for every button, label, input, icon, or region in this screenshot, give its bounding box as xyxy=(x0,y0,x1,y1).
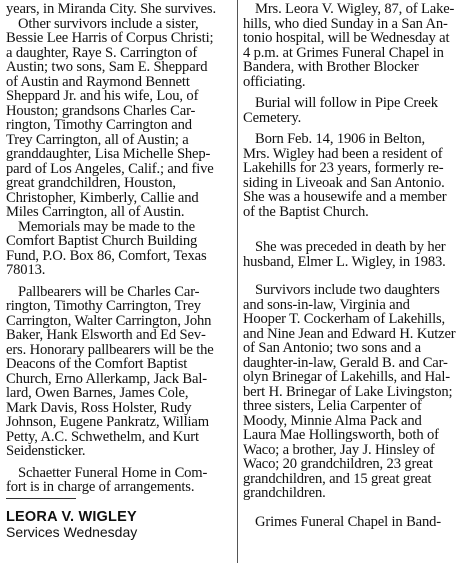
text-line: a daughter, Raye S. Carrington of xyxy=(6,44,198,61)
text-line: Deacons of the Comfort Baptist xyxy=(6,356,188,372)
text-line: of Austin and Raymond Bennett xyxy=(6,73,190,90)
text-line: years, in Miranda City. She survives. xyxy=(6,1,216,17)
text-line: Survivors include two daughters xyxy=(255,282,440,298)
text-line: Sheppard Jr. and his wife, Lou, of xyxy=(6,88,199,104)
text-line: Moody, Minnie Alma Pack and xyxy=(243,412,422,429)
text-line: Trey Carrington, all of Austin; a xyxy=(6,131,189,148)
survivors-paragraph xyxy=(243,283,468,501)
text-line: Other survivors include a sister, xyxy=(18,15,199,32)
separator-rule xyxy=(6,498,76,499)
text-line: and Nine Jean and Edward H. Kutzer xyxy=(243,325,456,342)
right-column xyxy=(243,2,468,529)
text-line: hills, who died Sunday in a San An- xyxy=(243,15,448,32)
text-line: Mrs. Wigley had been a resident of xyxy=(243,145,443,162)
burial-paragraph xyxy=(243,96,468,125)
text-line: Houston; grandsons Charles Car- xyxy=(6,102,196,119)
text-line: Miles Carrington, all of Austin. xyxy=(6,204,185,220)
text-line: Comfort Baptist Church Building xyxy=(6,233,198,249)
text-line: Christopher, Kimberly, Callie and xyxy=(6,189,199,206)
text-line: of the Baptist Church. xyxy=(243,203,369,220)
text-line: siding in Liveoak and San Antonio. xyxy=(243,174,445,191)
text-line: Hooper T. Cockerham of Lakehills, xyxy=(243,311,446,327)
paragraph-gap xyxy=(243,269,468,283)
column-divider xyxy=(237,0,238,563)
text-line: fort is in charge of arrangements. xyxy=(6,479,195,495)
text-line: Burial will follow in Pipe Creek xyxy=(255,95,438,111)
text-line: ers. Honorary pallbearers will be the xyxy=(6,341,214,358)
left-column xyxy=(6,2,232,540)
text-line: pard of Los Angeles, Calif.; and five xyxy=(6,160,214,177)
announcement-paragraph xyxy=(243,2,468,89)
text-line: and sons-in-law, Virginia and xyxy=(243,296,410,313)
text-line: bert H. Brinegar of Lake Livingston; xyxy=(243,383,453,400)
text-line: Born Feb. 14, 1906 in Belton, xyxy=(255,131,425,147)
text-line: Schaetter Funeral Home in Com- xyxy=(18,464,208,481)
text-line: daughter-in-law, Gerald B. and Car- xyxy=(243,354,448,371)
text-line: rington, Timothy Carrington, Trey xyxy=(6,298,201,314)
pallbearers-paragraph xyxy=(6,285,232,459)
text-line: She was preceded in death by her xyxy=(255,239,446,255)
text-line: Church, Erno Allerkamp, Jack Bal- xyxy=(6,370,207,387)
text-line: tonio hospital, will be Wednesday at xyxy=(243,30,450,46)
text-line: lard, Owen Barnes, James Cole, xyxy=(6,385,189,401)
text-line: rington, Timothy Carrington and xyxy=(6,117,192,133)
text-line: grandchildren, and 15 great great xyxy=(243,470,432,487)
obituary-subhead: Services Wednesday xyxy=(6,523,138,540)
text-line: Cemetery. xyxy=(243,109,302,126)
text-line: Fund, P.O. Box 86, Comfort, Texas xyxy=(6,247,207,264)
text-line: Pallbearers will be Charles Car- xyxy=(18,283,200,300)
survivors-paragraph xyxy=(6,2,232,220)
text-line: Bandera, with Brother Blocker xyxy=(243,59,419,75)
biography-paragraph xyxy=(243,132,468,219)
text-line: 78013. xyxy=(6,262,46,278)
paragraph-gap xyxy=(243,501,468,515)
text-line: Baker, Hank Elsworth and Ed Sev- xyxy=(6,327,206,343)
text-line: Mrs. Leora V. Wigley, 87, of Lake- xyxy=(255,1,455,17)
text-line: granddaughter, Lisa Michelle Shep- xyxy=(6,146,211,162)
preceded-paragraph xyxy=(243,240,468,269)
text-line: great grandchildren, Houston, xyxy=(6,175,176,191)
text-line: Laura Mae Hollingsworth, both of xyxy=(243,427,439,443)
obituary-headline: LEORA V. WIGLEY xyxy=(6,508,137,525)
text-line: Memorials may be made to the xyxy=(18,218,195,235)
text-line: grandchildren. xyxy=(243,485,326,501)
text-line: Waco; 20 grandchildren, 23 great xyxy=(243,456,433,472)
memorials-paragraph xyxy=(6,220,232,278)
text-line: husband, Elmer L. Wigley, in 1983. xyxy=(243,253,446,270)
text-line: of San Antonio; two sons and a xyxy=(243,340,421,356)
funeral-home-paragraph xyxy=(6,466,232,495)
text-line: Bessie Lee Harris of Corpus Christi; xyxy=(6,30,214,46)
text-line: officiating. xyxy=(243,73,306,90)
text-line: Austin; two sons, Sam E. Sheppard xyxy=(6,59,208,75)
footer-text-line: Grimes Funeral Chapel in Band- xyxy=(255,513,441,530)
text-line: Seidensticker. xyxy=(6,443,86,459)
text-line: three sisters, Lelia Carpenter of xyxy=(243,398,422,414)
text-line: Waco; a brother, Jay J. Hinsley of xyxy=(243,441,435,458)
text-line: Carrington, Walter Carrington, John xyxy=(6,312,212,329)
text-line: Johnson, Eugene Pankratz, William xyxy=(6,414,209,430)
paragraph-gap xyxy=(243,219,468,233)
text-line: Mark Davis, Ross Holster, Rudy xyxy=(6,399,192,416)
text-line: She was a housewife and a member xyxy=(243,189,447,205)
text-line: Petty, A.C. Schwethelm, and Kurt xyxy=(6,428,199,445)
text-line: 4 p.m. at Grimes Funeral Chapel in xyxy=(243,44,444,61)
text-line: Lakehills for 23 years, formerly re- xyxy=(243,160,444,176)
text-line: olyn Brinegar of Lakehills, and Hal- xyxy=(243,369,450,385)
